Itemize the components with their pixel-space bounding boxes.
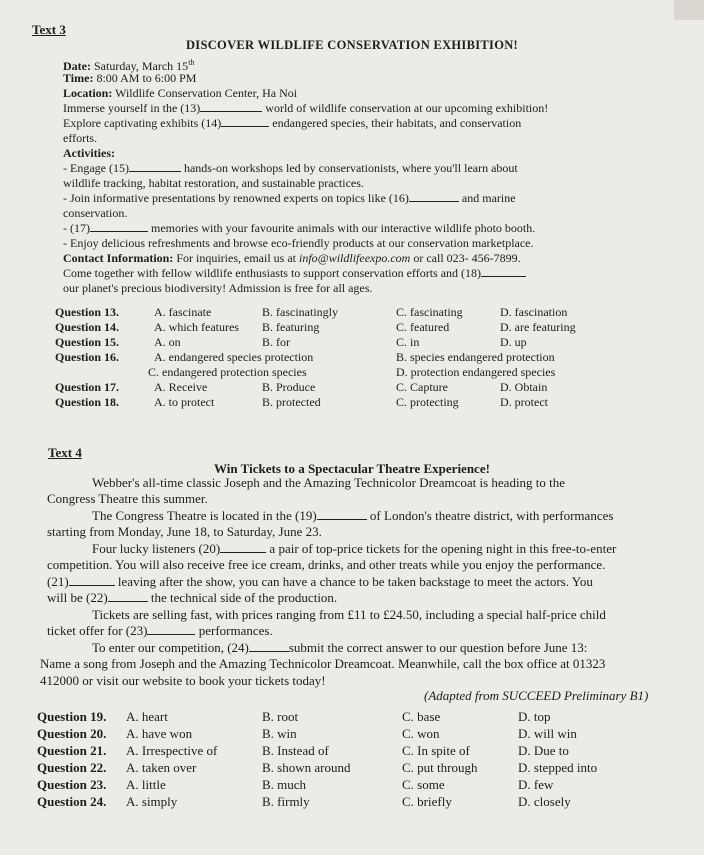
text4-line <box>92 640 587 656</box>
blank-14 <box>221 126 269 127</box>
option-c: C. base <box>402 709 441 724</box>
option-a: A. have won <box>126 726 193 741</box>
activity-line <box>63 236 534 250</box>
paragraph-line <box>63 101 548 115</box>
option-d: D. protection endangered species <box>396 365 556 379</box>
location-value: Wildlife Conservation Center, Ha Noi <box>112 86 298 100</box>
text-span: efforts. <box>63 131 98 145</box>
question-label: Question 15. <box>55 335 120 349</box>
text4-line: Name a song from Joseph and the Amazing Technicolor Dreamcoat. Meanwhile, call the box office at 01323 <box>40 656 606 671</box>
option-c: C. In spite of <box>402 743 470 758</box>
text-span: performances. <box>195 623 273 638</box>
activity-line <box>63 221 535 235</box>
blank-21 <box>69 585 115 586</box>
text-span: a pair of top-price tickets for the opening night in this free-to-enter <box>266 541 617 556</box>
paragraph-line <box>63 131 97 145</box>
contact-email: info@wildlifeexpo.com <box>298 251 411 265</box>
text-span: endangered species, their habitats, and conservation <box>269 116 522 130</box>
text-span: memories with your favourite animals with our interactive wildlife photo booth. <box>148 221 536 235</box>
option-a: A. on <box>154 335 181 349</box>
question-label: Question 21. <box>37 743 107 758</box>
option-a: A. heart <box>126 709 168 724</box>
option-b: B. firmly <box>262 794 310 809</box>
option-b: B. root <box>262 709 299 724</box>
text-span: the technical side of the production. <box>147 590 338 605</box>
option-d: D. up <box>500 335 527 349</box>
text-span: leaving after the show, you can have a chance to be taken backstage to meet the actors. You <box>114 574 593 589</box>
option-a: A. Irrespective of <box>126 743 218 758</box>
option-a: A. simply <box>126 794 178 809</box>
page-corner <box>674 0 704 20</box>
option-c: C. Capture <box>396 380 448 394</box>
text4-line: Congress Theatre this summer. <box>47 491 208 506</box>
text4-line <box>47 590 337 606</box>
text-span: our planet's precious biodiversity! Admission is free for all ages. <box>63 281 373 295</box>
text4-label: Text 4 <box>48 445 82 460</box>
date-suffix: th <box>188 58 195 67</box>
date-label: Date: <box>63 59 91 73</box>
option-c: C. some <box>402 777 445 792</box>
text-span: world of wildlife conservation at our upcoming exhibition! <box>262 101 549 115</box>
option-a: A. which features <box>154 320 239 334</box>
text-span: conservation. <box>63 206 128 220</box>
option-c: C. in <box>396 335 420 349</box>
option-c: C. won <box>402 726 440 741</box>
text-span: Come together with fellow wildlife enthusiasts to support conservation efforts and (18) <box>63 266 482 280</box>
blank-24 <box>249 651 289 652</box>
text4-line <box>47 574 593 590</box>
text-span: Explore captivating exhibits (14) <box>63 116 222 130</box>
text3-title: DISCOVER WILDLIFE CONSERVATION EXHIBITION! <box>185 38 519 52</box>
text4-line <box>92 508 613 524</box>
activities-heading: Activities: <box>63 146 115 160</box>
paragraph-line <box>63 116 521 130</box>
text-span: - Enjoy delicious refreshments and browse eco-friendly products at our conservation marketplace. <box>63 236 534 250</box>
blank-20 <box>220 552 266 553</box>
text4-line: Webber's all-time classic Joseph and the Amazing Technicolor Dreamcoat is heading to the <box>92 475 566 490</box>
option-a: A. little <box>126 777 166 792</box>
question-label: Question 16. <box>55 350 120 364</box>
location-label: Location: <box>63 86 113 100</box>
question-label: Question 17. <box>55 380 120 394</box>
option-c: C. endangered protection species <box>148 365 307 379</box>
option-b: B. Instead of <box>262 743 329 758</box>
source-credit: (Adapted from SUCCEED Preliminary B1) <box>424 688 649 703</box>
text4-line: Tickets are selling fast, with prices ranging from £11 to £24.50, including a special half-price child <box>92 607 606 622</box>
blank-22 <box>108 601 148 602</box>
option-d: D. are featuring <box>500 320 576 334</box>
time-value: 8:00 AM to 6:00 PM <box>93 71 197 85</box>
activity-line <box>63 161 518 175</box>
option-c: C. put through <box>402 760 478 775</box>
text-span: (21) <box>47 574 69 589</box>
text3-label: Text 3 <box>32 22 66 37</box>
text-span: - Engage (15) <box>63 161 129 175</box>
text-span: will be (22) <box>47 590 108 605</box>
blank-13 <box>200 111 262 112</box>
activity-line <box>63 176 364 190</box>
option-d: D. closely <box>518 794 571 809</box>
activity-line <box>63 191 516 205</box>
question-label: Question 20. <box>37 726 107 741</box>
option-a: A. fascinate <box>154 305 212 319</box>
text-span: wildlife tracking, habitat restoration, and sustainable practices. <box>63 176 364 190</box>
blank-19 <box>317 519 367 520</box>
question-label: Question 24. <box>37 794 107 809</box>
text4-line: starting from Monday, June 18, to Saturday, June 23. <box>47 524 322 539</box>
text-span: or call 023- 456-7899. <box>410 251 521 265</box>
option-b: B. for <box>262 335 290 349</box>
option-d: D. Obtain <box>500 380 548 394</box>
text-span: submit the correct answer to our question before June 13: <box>288 640 588 655</box>
blank-18 <box>481 276 526 277</box>
question-label: Question 18. <box>55 395 120 409</box>
closing-line <box>63 281 372 295</box>
text-span: ticket offer for (23) <box>47 623 148 638</box>
question-label: Question 23. <box>37 777 107 792</box>
option-d: D. stepped into <box>518 760 598 775</box>
text-span: - (17) <box>63 221 90 235</box>
date-value: Saturday, March 15 <box>90 59 189 73</box>
text4-line: competition. You will also receive free ice cream, drinks, and other treats while you enjoy the performance. <box>47 557 606 572</box>
question-label: Question 22. <box>37 760 107 775</box>
option-b: B. win <box>262 726 297 741</box>
text4-title: Win Tickets to a Spectacular Theatre Experience! <box>214 461 490 476</box>
question-label: Question 19. <box>37 709 107 724</box>
contact-line <box>63 251 521 265</box>
option-d: D. Due to <box>518 743 569 758</box>
text-span: Immerse yourself in the (13) <box>63 101 201 115</box>
option-b: B. much <box>262 777 307 792</box>
option-b: B. featuring <box>262 320 320 334</box>
option-c: C. fascinating <box>396 305 463 319</box>
option-d: D. top <box>518 709 551 724</box>
option-b: B. Produce <box>262 380 316 394</box>
text-span: and marine <box>458 191 516 205</box>
option-b: B. fascinatingly <box>262 305 338 319</box>
question-label: Question 14. <box>55 320 120 334</box>
text-span: Four lucky listeners (20) <box>92 541 221 556</box>
text-span: hands-on workshops led by conservationists, where you'll learn about <box>180 161 518 175</box>
option-d: D. fascination <box>500 305 568 319</box>
text-span: of London's theatre district, with performances <box>366 508 614 523</box>
text-span: To enter our competition, (24) <box>92 640 249 655</box>
location-line <box>63 86 297 100</box>
option-b: B. protected <box>262 395 321 409</box>
contact-label: Contact Information: <box>63 251 174 265</box>
blank-16 <box>409 201 459 202</box>
option-c: C. protecting <box>396 395 459 409</box>
text-span: - Join informative presentations by renowned experts on topics like (16) <box>63 191 409 205</box>
blank-15 <box>129 171 181 172</box>
option-c: C. featured <box>396 320 450 334</box>
activity-line <box>63 206 127 220</box>
blank-17 <box>90 231 148 232</box>
text4-line <box>92 541 616 557</box>
text-span: For inquiries, email us at <box>173 251 299 265</box>
closing-line <box>63 266 526 280</box>
option-a: A. taken over <box>126 760 197 775</box>
option-d: D. will win <box>518 726 577 741</box>
option-b: B. species endangered protection <box>396 350 555 364</box>
time-line <box>63 71 196 85</box>
option-d: D. few <box>518 777 554 792</box>
question-label: Question 13. <box>55 305 120 319</box>
text-span: The Congress Theatre is located in the (19) <box>92 508 317 523</box>
option-a: A. endangered species protection <box>154 350 314 364</box>
option-a: A. to protect <box>154 395 215 409</box>
option-a: A. Receive <box>154 380 208 394</box>
option-c: C. briefly <box>402 794 452 809</box>
option-b: B. shown around <box>262 760 351 775</box>
text4-line <box>47 623 273 639</box>
time-label: Time: <box>63 71 94 85</box>
option-d: D. protect <box>500 395 548 409</box>
blank-23 <box>147 634 195 635</box>
text4-line: 412000 or visit our website to book your tickets today! <box>40 673 326 688</box>
